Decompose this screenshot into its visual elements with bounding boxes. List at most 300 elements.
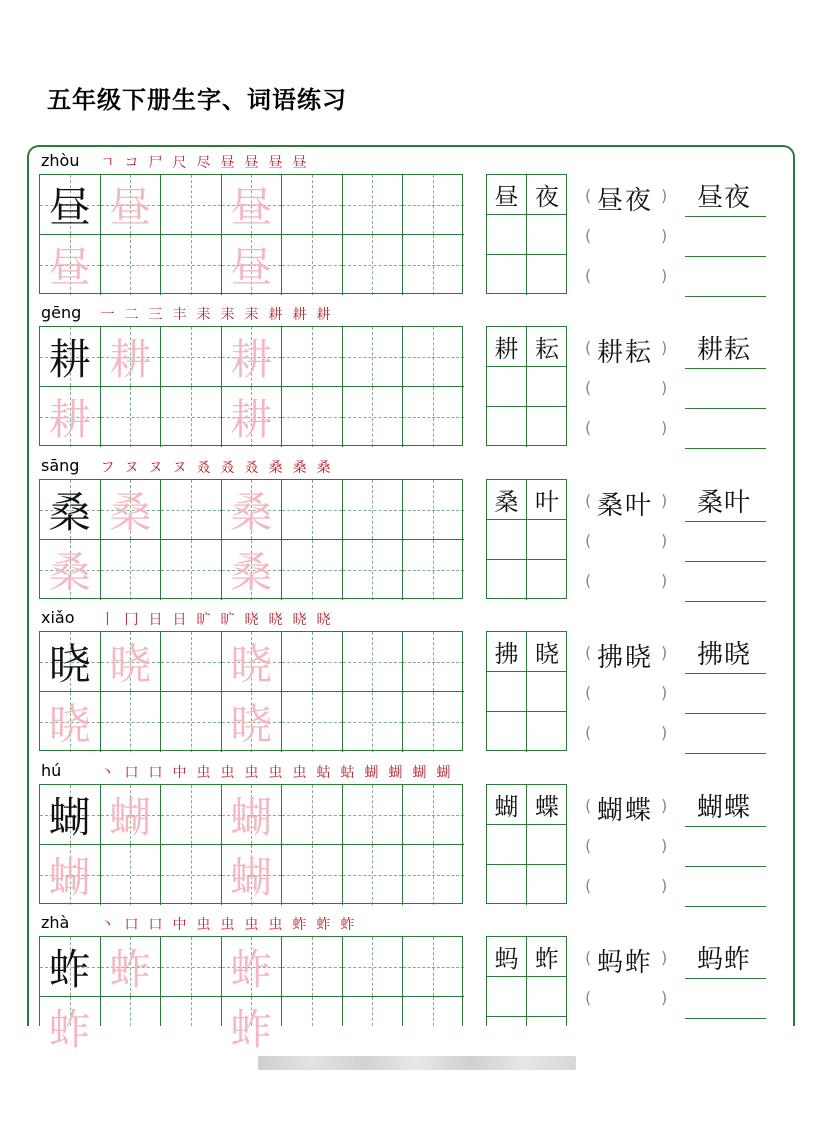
stroke-step: 晓	[292, 612, 307, 628]
practice-cell[interactable]	[101, 632, 162, 692]
practice-cell[interactable]	[282, 327, 343, 387]
stroke-step: 虫	[244, 765, 259, 781]
practice-cell[interactable]	[282, 692, 343, 752]
stroke-step: 尽	[196, 155, 211, 171]
practice-cell[interactable]	[222, 632, 283, 692]
close-paren: )	[661, 266, 668, 285]
stroke-step: ヌ	[124, 460, 139, 476]
practice-cell[interactable]	[40, 692, 101, 752]
word-grid	[486, 326, 567, 446]
practice-cell[interactable]	[222, 235, 283, 295]
practice-cell[interactable]	[343, 540, 404, 600]
practice-cell[interactable]	[282, 480, 343, 540]
answer-line[interactable]	[685, 827, 766, 867]
stroke-step: 虫	[220, 917, 235, 933]
answer-line[interactable]	[685, 939, 766, 979]
stroke-step: 蛄	[340, 765, 355, 781]
word-cell[interactable]	[527, 977, 567, 1017]
practice-cell[interactable]	[403, 632, 464, 692]
stroke-step: 昼	[244, 155, 259, 171]
practice-cell[interactable]	[403, 327, 464, 387]
practice-cell[interactable]	[101, 692, 162, 752]
close-paren: )	[661, 948, 668, 967]
trace-character: 耕	[48, 395, 91, 444]
practice-cell[interactable]	[282, 235, 343, 295]
parenthesis-slot[interactable]	[585, 418, 668, 437]
trace-character: 昼	[230, 182, 273, 232]
pinyin-label: sāng	[41, 456, 80, 475]
trace-character: 蝴	[230, 792, 273, 842]
parenthesis-slot[interactable]	[585, 683, 668, 702]
parenthesis-slot[interactable]	[585, 266, 668, 285]
open-paren: (	[585, 683, 592, 702]
word-character: 蚱	[535, 945, 559, 973]
answer-line[interactable]	[685, 634, 766, 674]
word-character: 蚂	[494, 945, 519, 973]
trace-character: 桑	[230, 548, 273, 597]
practice-cell[interactable]	[403, 175, 464, 235]
word-cell[interactable]	[527, 367, 567, 407]
practice-cell[interactable]	[40, 632, 101, 692]
trace-character: 晓	[109, 639, 152, 689]
stroke-step: 桑	[316, 460, 331, 476]
answer-line[interactable]	[685, 979, 766, 1019]
stroke-step: 蝴	[388, 765, 403, 781]
stroke-step: 昼	[268, 155, 283, 171]
tianzige-grid	[39, 174, 463, 294]
parenthesis-slot[interactable]	[585, 338, 668, 368]
word-cell[interactable]	[487, 825, 527, 865]
stroke-step: 冂	[124, 612, 139, 628]
trace-character: 晓	[230, 639, 273, 689]
practice-cell[interactable]	[343, 632, 404, 692]
trace-character: 耕	[109, 334, 152, 384]
line-word: 耕耘	[697, 335, 752, 365]
practice-cell[interactable]	[403, 937, 464, 997]
open-paren: (	[585, 378, 592, 397]
word-cell[interactable]	[487, 255, 527, 295]
stroke-step: 晓	[268, 612, 283, 628]
stroke-order	[97, 304, 334, 324]
practice-cell[interactable]	[343, 235, 404, 295]
stroke-step: 叒	[196, 460, 211, 476]
practice-cell[interactable]	[161, 632, 222, 692]
parenthesis-slot[interactable]	[585, 186, 668, 216]
stroke-step: 日	[172, 612, 187, 628]
parenthesis-slot[interactable]	[585, 226, 668, 245]
word-cell[interactable]	[527, 937, 567, 977]
practice-block	[0, 608, 833, 760]
paren-word: 蚂蚱	[597, 948, 654, 978]
practice-cell[interactable]	[222, 937, 283, 997]
practice-cell[interactable]	[101, 845, 162, 905]
open-paren: (	[585, 948, 592, 967]
line-word: 拂晓	[697, 640, 752, 670]
model-character: 桑	[48, 487, 91, 537]
word-cell[interactable]	[527, 785, 567, 825]
line-word: 桑叶	[697, 488, 752, 518]
trace-character: 蚱	[230, 1005, 273, 1054]
practice-cell[interactable]	[282, 632, 343, 692]
word-character: 晓	[535, 640, 559, 668]
close-paren: )	[661, 723, 668, 742]
word-cell[interactable]	[487, 480, 527, 520]
parenthesis-slot[interactable]	[585, 531, 668, 550]
practice-cell[interactable]	[40, 235, 101, 295]
word-cell[interactable]	[527, 865, 567, 905]
answer-line[interactable]	[685, 867, 766, 907]
practice-cell[interactable]	[161, 235, 222, 295]
tianzige-grid	[39, 326, 463, 446]
open-paren: (	[585, 876, 592, 895]
stroke-order	[97, 914, 358, 934]
practice-cell[interactable]	[161, 387, 222, 447]
trace-character: 桑	[230, 487, 273, 537]
close-paren: )	[661, 491, 668, 510]
tianzige-grid	[39, 784, 463, 904]
practice-block	[0, 303, 833, 455]
parenthesis-slot[interactable]	[585, 491, 668, 521]
practice-cell[interactable]	[282, 387, 343, 447]
practice-cell[interactable]	[222, 327, 283, 387]
word-cell[interactable]	[527, 407, 567, 447]
trace-character: 蝴	[109, 792, 152, 842]
practice-block	[0, 456, 833, 608]
practice-cell[interactable]	[403, 480, 464, 540]
practice-cell[interactable]	[282, 785, 343, 845]
word-cell[interactable]	[487, 175, 527, 215]
word-cell[interactable]	[487, 327, 527, 367]
stroke-step: 中	[172, 917, 187, 933]
practice-cell[interactable]	[343, 327, 404, 387]
answer-line[interactable]	[685, 409, 766, 449]
parenthesis-slot[interactable]	[585, 643, 668, 673]
stroke-step: 旷	[220, 612, 235, 628]
close-paren: )	[661, 643, 668, 662]
stroke-step: 尸	[148, 155, 163, 171]
word-cell[interactable]	[487, 865, 527, 905]
stroke-step: 丶	[100, 765, 115, 781]
practice-cell[interactable]	[403, 845, 464, 905]
stroke-step: 二	[124, 307, 139, 323]
trace-character: 蝴	[48, 853, 91, 902]
practice-cell[interactable]	[40, 327, 101, 387]
stroke-step: ヌ	[148, 460, 163, 476]
stroke-step: 中	[172, 765, 187, 781]
close-paren: )	[661, 338, 668, 357]
close-paren: )	[661, 876, 668, 895]
word-cell[interactable]	[487, 937, 527, 977]
practice-cell[interactable]	[101, 235, 162, 295]
answer-line[interactable]	[685, 177, 766, 217]
word-cell[interactable]	[487, 520, 527, 560]
word-cell[interactable]	[487, 977, 527, 1017]
practice-cell[interactable]	[343, 845, 404, 905]
stroke-order	[97, 762, 454, 782]
practice-cell[interactable]	[161, 785, 222, 845]
practice-cell[interactable]	[282, 175, 343, 235]
trace-character: 耕	[230, 334, 273, 384]
stroke-step: 旷	[196, 612, 211, 628]
practice-block	[0, 151, 833, 303]
word-cell[interactable]	[487, 672, 527, 712]
stroke-step: ㄱ	[100, 155, 115, 171]
practice-cell[interactable]	[161, 480, 222, 540]
close-paren: )	[661, 836, 668, 855]
practice-cell[interactable]	[40, 997, 101, 1057]
stroke-step: 虫	[220, 765, 235, 781]
practice-cell[interactable]	[403, 387, 464, 447]
parenthesis-slot[interactable]	[585, 723, 668, 742]
stroke-step: 蚱	[316, 917, 331, 933]
trace-character: 蝴	[230, 853, 273, 902]
practice-cell[interactable]	[222, 845, 283, 905]
word-character: 耕	[494, 335, 519, 363]
word-cell[interactable]	[527, 520, 567, 560]
practice-block	[0, 761, 833, 913]
word-character: 蝴	[494, 793, 519, 821]
word-cell[interactable]	[527, 825, 567, 865]
word-character: 夜	[535, 183, 559, 211]
close-paren: )	[661, 531, 668, 550]
trace-character: 晓	[230, 700, 273, 749]
practice-cell[interactable]	[101, 937, 162, 997]
practice-cell[interactable]	[40, 845, 101, 905]
word-grid	[486, 174, 567, 294]
stroke-step: 蚱	[292, 917, 307, 933]
word-grid	[486, 631, 567, 751]
stroke-step: 虫	[268, 917, 283, 933]
model-character: 蝴	[48, 792, 91, 842]
practice-cell[interactable]	[101, 540, 162, 600]
practice-cell[interactable]	[343, 387, 404, 447]
word-cell[interactable]	[487, 367, 527, 407]
answer-line[interactable]	[685, 562, 766, 602]
line-word: 昼夜	[697, 183, 752, 213]
practice-cell[interactable]	[403, 540, 464, 600]
word-cell[interactable]	[527, 255, 567, 295]
open-paren: (	[585, 338, 592, 357]
practice-cell[interactable]	[101, 387, 162, 447]
open-paren: (	[585, 643, 592, 662]
word-cell[interactable]	[487, 785, 527, 825]
parenthesis-slot[interactable]	[585, 836, 668, 855]
practice-cell[interactable]	[101, 785, 162, 845]
word-cell[interactable]	[527, 712, 567, 752]
stroke-order	[97, 152, 310, 172]
paren-word: 耕耘	[597, 338, 654, 368]
practice-cell[interactable]	[101, 480, 162, 540]
close-paren: )	[661, 683, 668, 702]
answer-line[interactable]	[685, 217, 766, 257]
word-cell[interactable]	[527, 672, 567, 712]
stroke-step: 口	[124, 917, 139, 933]
practice-cell[interactable]	[343, 480, 404, 540]
practice-cell[interactable]	[343, 785, 404, 845]
close-paren: )	[661, 796, 668, 815]
stroke-step: 晓	[316, 612, 331, 628]
trace-character: 耕	[230, 395, 273, 444]
answer-line[interactable]	[685, 257, 766, 297]
line-word: 蝴蝶	[697, 793, 752, 823]
practice-cell[interactable]	[161, 540, 222, 600]
tianzige-grid	[39, 479, 463, 599]
answer-line[interactable]	[685, 369, 766, 409]
pinyin-label: xiǎo	[41, 608, 75, 627]
stroke-step: 丰	[172, 307, 187, 323]
stroke-step: 蛄	[316, 765, 331, 781]
practice-cell[interactable]	[343, 692, 404, 752]
practice-cell[interactable]	[343, 937, 404, 997]
answer-line[interactable]	[685, 482, 766, 522]
practice-cell[interactable]	[40, 937, 101, 997]
parenthesis-slot[interactable]	[585, 378, 668, 397]
trace-character: 蚱	[230, 944, 273, 994]
word-character: 桑	[494, 488, 519, 516]
practice-cell[interactable]	[282, 845, 343, 905]
word-cell[interactable]	[487, 712, 527, 752]
word-cell[interactable]	[487, 632, 527, 672]
word-character: 昼	[494, 183, 519, 211]
word-cell[interactable]	[527, 175, 567, 215]
close-paren: )	[661, 186, 668, 205]
practice-cell[interactable]	[222, 387, 283, 447]
word-cell[interactable]	[527, 560, 567, 600]
stroke-step: 日	[148, 612, 163, 628]
stroke-step: 昼	[220, 155, 235, 171]
open-paren: (	[585, 796, 592, 815]
model-character: 蚱	[48, 944, 91, 994]
practice-cell[interactable]	[161, 937, 222, 997]
answer-line[interactable]	[685, 522, 766, 562]
parenthesis-slot[interactable]	[585, 876, 668, 895]
open-paren: (	[585, 531, 592, 550]
stroke-step: 口	[148, 917, 163, 933]
stroke-step: 桑	[292, 460, 307, 476]
stroke-order	[97, 609, 334, 629]
practice-cell[interactable]	[343, 175, 404, 235]
practice-cell[interactable]	[161, 845, 222, 905]
paren-word: 拂晓	[597, 643, 654, 673]
tianzige-grid	[39, 631, 463, 751]
stroke-step: 耒	[244, 307, 259, 323]
answer-line[interactable]	[685, 674, 766, 714]
word-character: 耘	[535, 335, 559, 363]
word-grid	[486, 784, 567, 904]
practice-cell[interactable]	[101, 175, 162, 235]
stroke-step: 耕	[316, 307, 331, 323]
practice-cell[interactable]	[40, 387, 101, 447]
trace-character: 桑	[48, 548, 91, 597]
paren-word: 桑叶	[597, 491, 654, 521]
practice-cell[interactable]	[40, 480, 101, 540]
stroke-step: 一	[100, 307, 115, 323]
practice-cell[interactable]	[40, 540, 101, 600]
word-cell[interactable]	[487, 560, 527, 600]
practice-cell[interactable]	[403, 692, 464, 752]
parenthesis-slot[interactable]	[585, 571, 668, 590]
stroke-step: 丶	[100, 917, 115, 933]
practice-cell[interactable]	[403, 785, 464, 845]
close-paren: )	[661, 418, 668, 437]
stroke-step: フ	[100, 460, 115, 476]
answer-line[interactable]	[685, 787, 766, 827]
stroke-step: 叒	[244, 460, 259, 476]
close-paren: )	[661, 226, 668, 245]
word-character: 叶	[535, 488, 559, 516]
paren-word: 蝴蝶	[597, 796, 654, 826]
practice-cell[interactable]	[101, 327, 162, 387]
trace-character: 昼	[109, 182, 152, 232]
model-character: 晓	[48, 639, 91, 689]
stroke-step: 晓	[244, 612, 259, 628]
answer-line[interactable]	[685, 329, 766, 369]
practice-cell[interactable]	[40, 175, 101, 235]
stroke-step: 蝴	[412, 765, 427, 781]
word-cell[interactable]	[527, 632, 567, 672]
practice-cell[interactable]	[222, 480, 283, 540]
stroke-step: 蝴	[436, 765, 451, 781]
practice-cell[interactable]	[222, 785, 283, 845]
practice-cell[interactable]	[161, 327, 222, 387]
stroke-order	[97, 457, 334, 477]
practice-cell[interactable]	[282, 937, 343, 997]
practice-cell[interactable]	[222, 540, 283, 600]
stroke-step: 昼	[292, 155, 307, 171]
stroke-step: 三	[148, 307, 163, 323]
trace-character: 桑	[109, 487, 152, 537]
trace-character: 晓	[48, 700, 91, 749]
practice-cell[interactable]	[222, 997, 283, 1057]
parenthesis-slot[interactable]	[585, 796, 668, 826]
word-cell[interactable]	[527, 327, 567, 367]
practice-cell[interactable]	[40, 785, 101, 845]
open-paren: (	[585, 266, 592, 285]
open-paren: (	[585, 186, 592, 205]
stroke-step: コ	[124, 155, 139, 171]
answer-line[interactable]	[685, 714, 766, 754]
practice-cell[interactable]	[403, 235, 464, 295]
close-paren: )	[661, 378, 668, 397]
model-character: 耕	[48, 334, 91, 384]
stroke-step: 耒	[220, 307, 235, 323]
page-title: 五年级下册生字、词语练习	[47, 86, 347, 114]
open-paren: (	[585, 988, 592, 1007]
stroke-step: 蝴	[364, 765, 379, 781]
blurred-watermark	[258, 1056, 576, 1070]
close-paren: )	[661, 571, 668, 590]
stroke-step: 尺	[172, 155, 187, 171]
stroke-step: 叒	[220, 460, 235, 476]
practice-cell[interactable]	[161, 692, 222, 752]
model-character: 昼	[48, 182, 91, 232]
stroke-step: 口	[124, 765, 139, 781]
practice-cell[interactable]	[161, 175, 222, 235]
stroke-step: 虫	[244, 917, 259, 933]
parenthesis-slot[interactable]	[585, 948, 668, 978]
open-paren: (	[585, 491, 592, 510]
practice-cell[interactable]	[222, 175, 283, 235]
practice-cell[interactable]	[282, 540, 343, 600]
word-cell[interactable]	[487, 215, 527, 255]
open-paren: (	[585, 226, 592, 245]
parenthesis-slot[interactable]	[585, 988, 668, 1007]
close-paren: )	[661, 988, 668, 1007]
word-cell[interactable]	[487, 407, 527, 447]
word-cell[interactable]	[527, 215, 567, 255]
word-cell[interactable]	[527, 480, 567, 520]
practice-cell[interactable]	[222, 692, 283, 752]
